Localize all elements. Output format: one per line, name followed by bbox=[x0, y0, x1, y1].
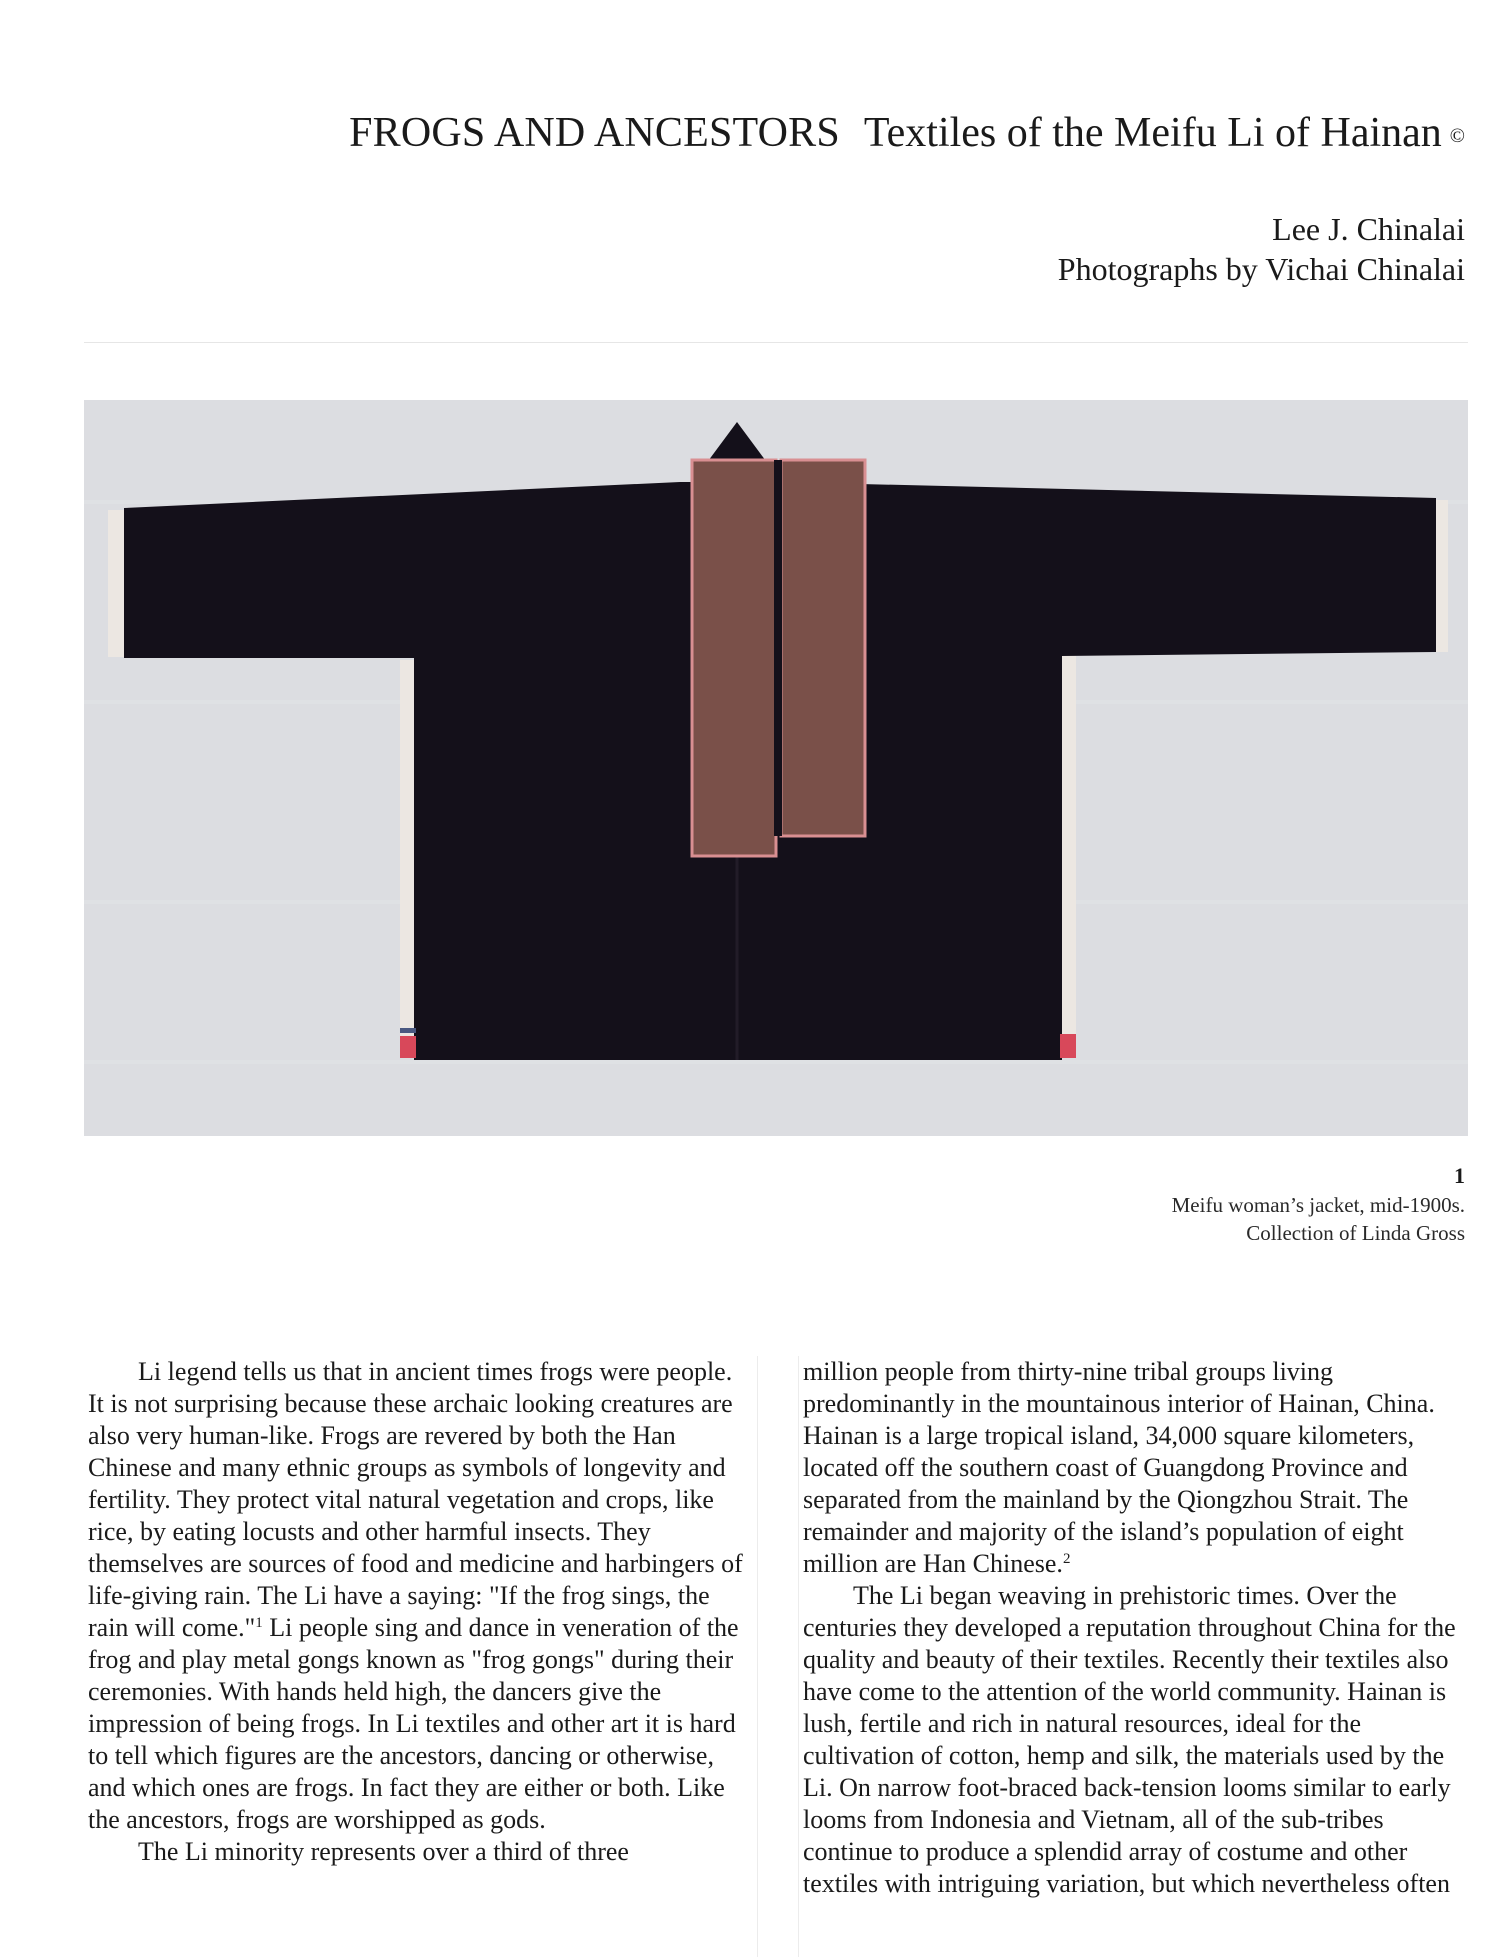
right-red-accent bbox=[1060, 1034, 1076, 1058]
caption-line-2: Collection of Linda Gross bbox=[1246, 1221, 1465, 1245]
column-divider-right bbox=[798, 1356, 799, 1957]
title-main: FROGS AND ANCESTORS bbox=[349, 110, 840, 156]
right-cuff-trim bbox=[1434, 500, 1448, 652]
figure-number: 1 bbox=[1454, 1163, 1465, 1188]
collar-band-right bbox=[781, 460, 865, 836]
left-side-trim bbox=[400, 660, 414, 1040]
left-cuff-trim bbox=[108, 510, 126, 657]
paragraph bbox=[803, 1356, 1468, 1580]
paragraph bbox=[88, 1356, 752, 1836]
body-column-right bbox=[803, 1356, 1468, 1957]
paragraph-text: million people from thirty-nine tribal groups living predominantly in the mountainous interior of Hainan, China. Hainan is a large tropical island, 34,000 square kilometers, located off the southern coast of Guangdong Province and separated from the mainland by the Qiongzhou Strait. The remainder and majority of the island’s population of eight million are Han Chinese. bbox=[803, 1357, 1435, 1578]
right-side-trim bbox=[1062, 655, 1076, 1040]
caption-line-1: Meifu woman’s jacket, mid-1900s. bbox=[1171, 1193, 1465, 1217]
column-divider-left bbox=[757, 1356, 758, 1957]
paragraph-text: Li legend tells us that in ancient times frogs were people. It is not surprising because these archaic looking creatures are also very human-like. Frogs are revered by both the Han Chinese and many ethnic groups as symbols of longevity and fertility. They protect vital natural vegetation and crops, like rice, by eating locusts and other harmful insects. They themselves are sources of food and medicine and harbingers of life-giving rain. The Li have a saying: "If the frog sings, the rain will come." bbox=[88, 1357, 743, 1642]
jacket-photo bbox=[84, 400, 1468, 1136]
left-red-accent bbox=[400, 1036, 416, 1058]
footnote-ref: 2 bbox=[1062, 1551, 1071, 1567]
paragraph: The Li began weaving in prehistoric times. Over the centuries they developed a reputation throughout China for the quality and beauty of their textiles. Recently their textiles also have come to the attention of the world community. Hainan is lush, fertile and rich in natural resources, ideal for the cultivation of cotton, hemp and silk, the materials used by the Li. On narrow foot-braced back-tension looms similar to early looms from Indonesia and Vietnam, all of the sub-tribes continue to produce a splendid array of costume and other textiles with intriguing variation, but which nevertheless often bbox=[803, 1581, 1456, 1898]
paragraph-text: Li people sing and dance in veneration of the frog and play metal gongs known as "frog gongs" during their ceremonies. With hands held high, the dancers give the impression of being frogs. In Li textiles and other art it is hard to tell which figures are the ancestors, dancing or otherwise, and which ones are frogs. In fact they are either or both. Like the ancestors, frogs are worshipped as gods. bbox=[88, 1613, 739, 1834]
left-blue-stripe bbox=[400, 1028, 416, 1033]
collar-gap bbox=[774, 460, 782, 836]
footnote-ref: 1 bbox=[255, 1615, 263, 1631]
paragraph: The Li minority represents over a third of three bbox=[138, 1837, 629, 1866]
body-column-left bbox=[88, 1356, 752, 1957]
collar-band-left bbox=[692, 460, 776, 856]
author-name: Lee J. Chinalai bbox=[1272, 211, 1465, 247]
title-subtitle: Textiles of the Meifu Li of Hainan bbox=[863, 110, 1442, 156]
jacket-illustration bbox=[84, 400, 1468, 1136]
copyright-mark: © bbox=[1449, 125, 1465, 147]
figure-caption bbox=[0, 1191, 1465, 1247]
photographer-credit: Photographs by Vichai Chinalai bbox=[1057, 251, 1465, 287]
header-divider bbox=[84, 342, 1468, 343]
article-title bbox=[0, 108, 1465, 167]
